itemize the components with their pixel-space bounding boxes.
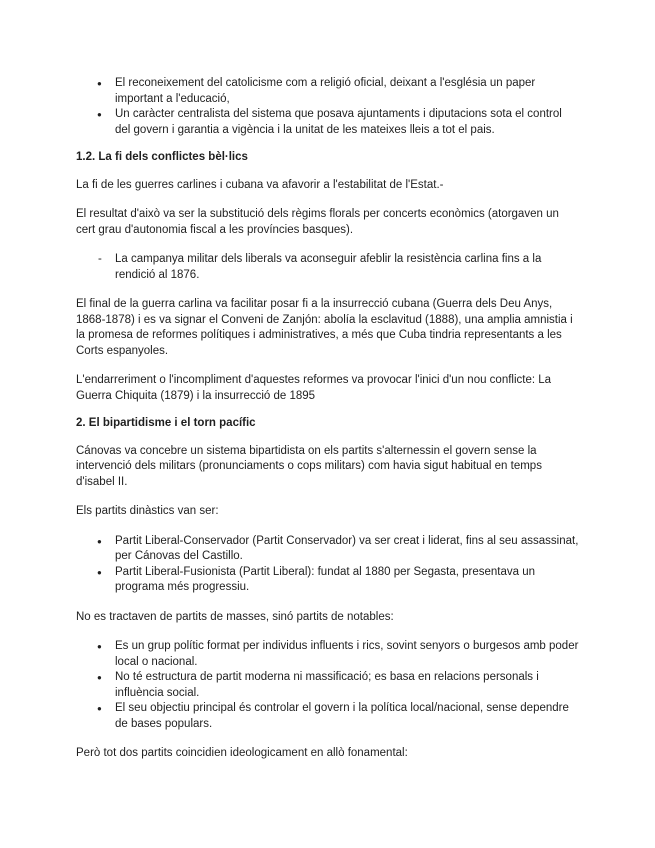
paragraph: El resultat d'això va ser la substitució dels règims florals per concerts econòmics (atorgaven un cert grau d'autonomia fiscal a les províncies basques).	[76, 208, 559, 236]
notables-bullet-list	[76, 639, 579, 732]
paragraph: No es tractaven de partits de masses, sinó partits de notables:	[76, 610, 394, 623]
list-item: ● Un caràcter centralista del sistema que posava ajuntaments i diputacions sota el control del govern i garantia a vigència i la unitat de les mateixes lleis a tot el pais.	[76, 107, 579, 138]
list-item: ● El reconeixement del catolicisme com a religió oficial, deixant a l'església un paper important a l'educació,	[76, 76, 579, 107]
list-item: ● Es un grup polític format per individus influents i rics, sovint senyors o burgesos amb poder local o nacional.	[76, 639, 579, 670]
list-item: ● No té estructura de partit moderna ni massificació; es basa en relacions personals i influència social.	[76, 670, 579, 701]
list-item: - La campanya militar dels liberals va aconseguir afeblir la resistència carlina fins a la rendició al 1876.	[76, 252, 579, 283]
section-heading-2: 2. El bipartidisme i el torn pacífic	[76, 417, 256, 429]
paragraph: El final de la guerra carlina va facilitar posar fi a la insurrecció cubana (Guerra dels Deu Anys, 1868-1878) i es va signar el Conveni de Zanjón: abolía la esclavitud (1888), una amplia amnistia i la promesa de reformes polítiques i administratives, a més que Cuba tindria representants a les Corts espanyoles.	[76, 298, 573, 357]
paragraph: L'endarreriment o l'incompliment d'aquestes reformes va provocar l'inici d'un nou conflicte: La Guerra Chiquita (1879) i la insurrecció de 1895	[76, 374, 552, 402]
section-heading-1-2: 1.2. La fi dels conflictes bèl·lics	[76, 151, 248, 163]
intro-bullet-list	[76, 76, 579, 138]
list-item: ● El seu objectiu principal és controlar el govern i la política local/nacional, sense dependre de bases populars.	[76, 701, 579, 732]
paragraph: La fi de les guerres carlines i cubana va afavorir a l'estabilitat de l'Estat.-	[76, 178, 444, 191]
paragraph: Cánovas va concebre un sistema bipartidista on els partits s'alternessin el govern sense la intervenció dels militars (pronunciaments o cops militars) com havia sigut habitual en temps d'isabel II.	[76, 444, 542, 488]
dash-list	[76, 252, 579, 283]
parties-bullet-list	[76, 534, 579, 596]
paragraph: Els partits dinàstics van ser:	[76, 505, 219, 517]
list-item: ● Partit Liberal-Fusionista (Partit Liberal): fundat al 1880 per Segasta, presentava un programa més progressiu.	[76, 565, 579, 596]
document-page	[76, 76, 579, 762]
paragraph: Però tot dos partits coincidien ideologicament en allò fonamental:	[76, 747, 408, 759]
list-item: ● Partit Liberal-Conservador (Partit Conservador) va ser creat i liderat, fins al seu assassinat, per Cánovas del Castillo.	[76, 534, 579, 565]
